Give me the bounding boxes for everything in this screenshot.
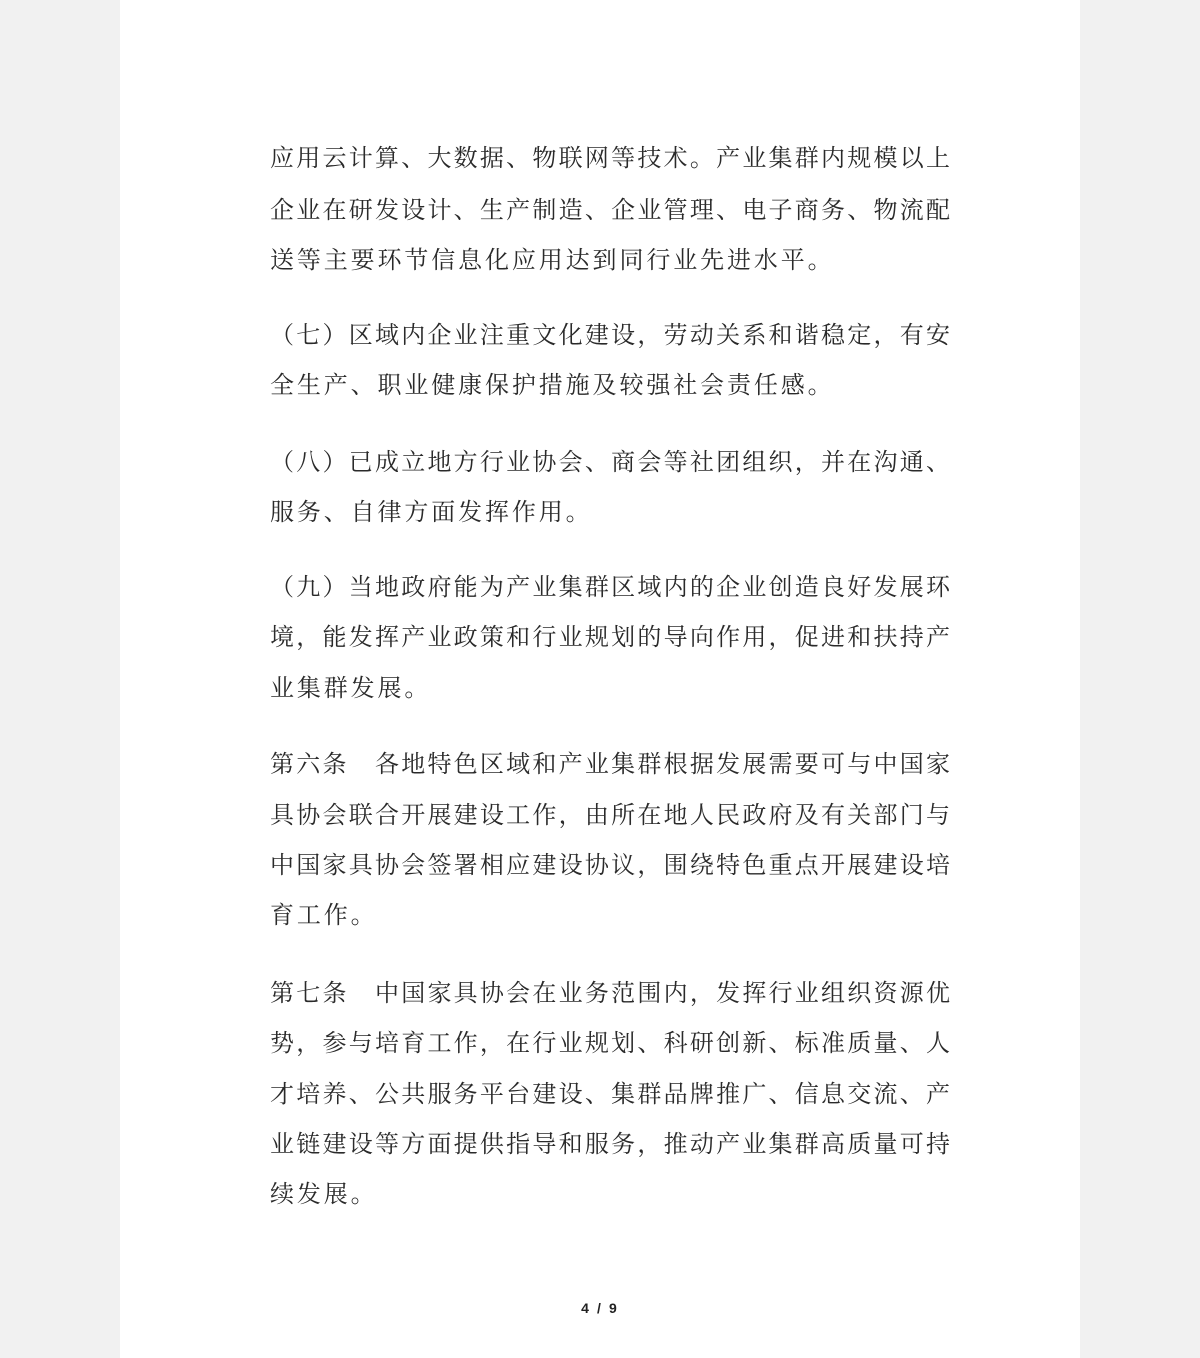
- text-line: 企业在研发设计、生产制造、企业管理、电子商务、物流配: [270, 196, 950, 224]
- text-line: 境，能发挥产业政策和行业规划的导向作用，促进和扶持产: [270, 623, 950, 651]
- text-line: 具协会联合开展建设工作，由所在地人民政府及有关部门与: [270, 801, 950, 829]
- text-line: 势，参与培育工作，在行业规划、科研创新、标准质量、人: [270, 1029, 950, 1057]
- text-line: 送等主要环节信息化应用达到同行业先进水平。: [270, 246, 835, 274]
- text-line: 才培养、公共服务平台建设、集群品牌推广、信息交流、产: [270, 1080, 950, 1108]
- text-line: 服务、自律方面发挥作用。: [270, 498, 593, 526]
- text-line: 全生产、职业健康保护措施及较强社会责任感。: [270, 371, 835, 399]
- text-line: 中国家具协会签署相应建设协议，围绕特色重点开展建设培: [270, 851, 950, 879]
- text-line: 第六条 各地特色区域和产业集群根据发展需要可与中国家: [270, 750, 950, 778]
- text-line: （七）区域内企业注重文化建设，劳动关系和谐稳定，有安: [270, 321, 950, 349]
- text-line: 业链建设等方面提供指导和服务，推动产业集群高质量可持: [270, 1130, 950, 1158]
- text-line: 育工作。: [270, 901, 378, 929]
- text-line: （九）当地政府能为产业集群区域内的企业创造良好发展环: [270, 573, 950, 601]
- text-line: 第七条 中国家具协会在业务范围内，发挥行业组织资源优: [270, 979, 950, 1007]
- page-number: 4 / 9: [581, 1300, 619, 1316]
- document-page: [120, 0, 1080, 1358]
- text-line: 业集群发展。: [270, 674, 432, 702]
- text-line: （八）已成立地方行业协会、商会等社团组织，并在沟通、: [270, 448, 950, 476]
- text-line: 应用云计算、大数据、物联网等技术。产业集群内规模以上: [270, 144, 950, 172]
- text-line: 续发展。: [270, 1180, 378, 1208]
